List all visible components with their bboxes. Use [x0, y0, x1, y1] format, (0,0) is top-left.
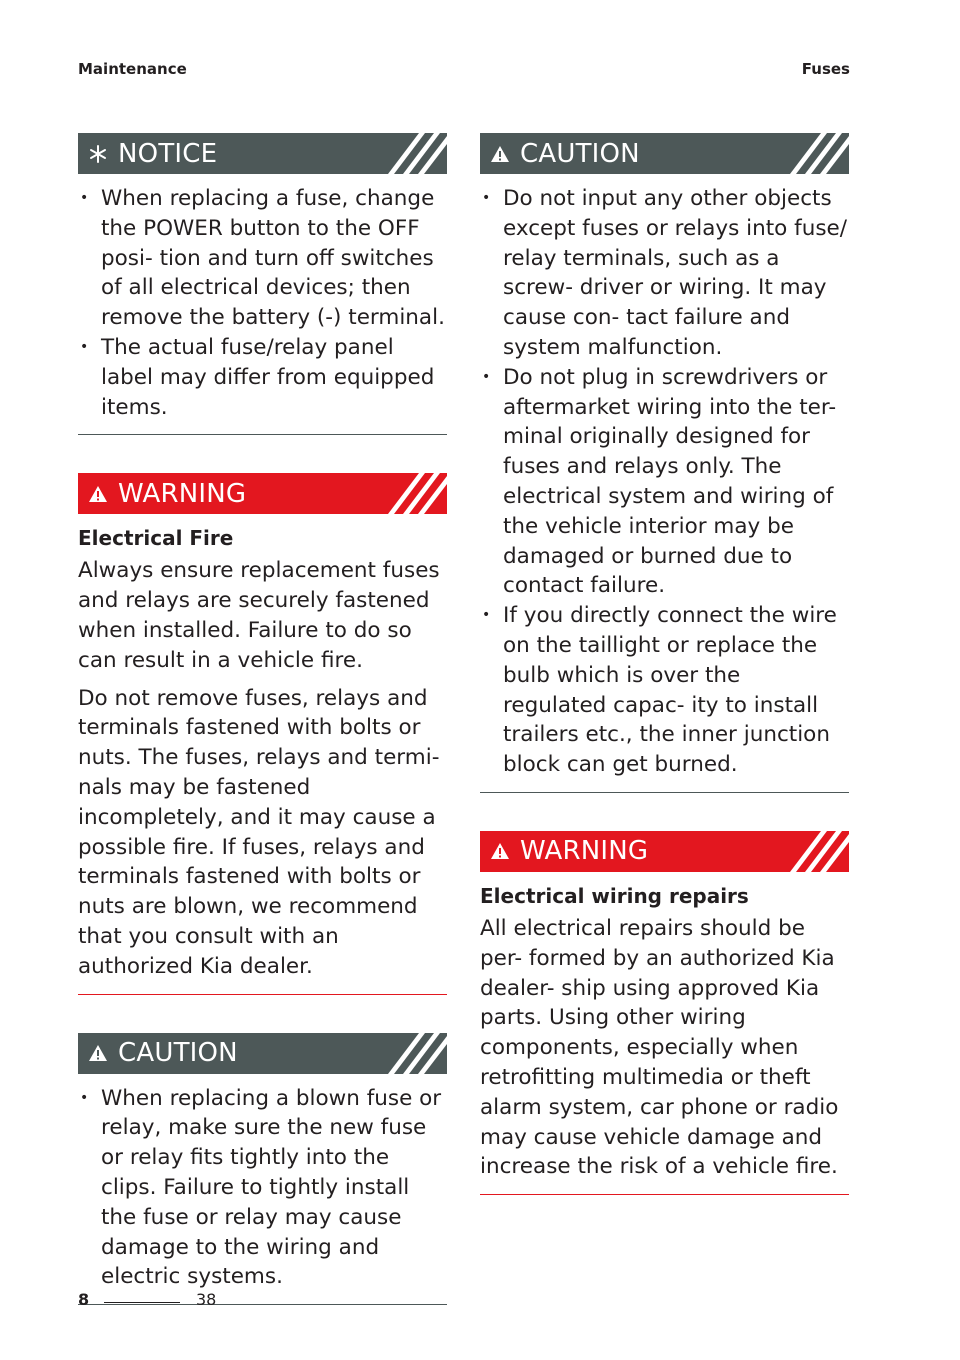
- warning-triangle-icon: [480, 145, 520, 163]
- warning-label: WARNING: [118, 478, 247, 509]
- stripes-decoration: [383, 1033, 447, 1074]
- warning-header: [78, 473, 447, 514]
- caution-list: [480, 184, 849, 780]
- warning-triangle-icon: [78, 485, 118, 503]
- warning-triangle-icon: [78, 1044, 118, 1062]
- caution-header: [78, 1033, 447, 1074]
- list-item: • When replacing a fuse, change the POWER button to the OFF posi- tion and turn off switches of all electrical devices; then remove the battery (-) terminal.: [78, 184, 447, 333]
- stripes-decoration: [383, 133, 447, 174]
- asterisk-icon: [78, 144, 118, 164]
- caution-box: [480, 133, 849, 793]
- list-item: • When replacing a blown fuse or relay, make sure the new fuse or relay fits tightly into the clips. Failure to tightly install the fuse or relay may cause damage to the wiring and electric systems.: [78, 1084, 447, 1293]
- caution-box: [78, 1033, 447, 1306]
- left-column: [78, 133, 447, 1343]
- notice-list: [78, 184, 447, 422]
- stripes-decoration: [785, 831, 849, 872]
- warning-header: [480, 831, 849, 872]
- section-divider: [480, 1194, 849, 1195]
- list-item: • Do not plug in screwdrivers or aftermarket wiring into the ter- minal originally designed for fuses and relays only. The electrical system and wiring of the vehicle interior may be damaged or burned due to contact failure.: [480, 363, 849, 601]
- running-head-section: Maintenance: [78, 60, 187, 78]
- notice-header: [78, 133, 447, 174]
- warning-triangle-icon: [480, 842, 520, 860]
- right-column: [480, 133, 849, 1233]
- warning-box: [480, 831, 849, 1195]
- list-item: • If you directly connect the wire on the taillight or replace the bulb which is over the regulated capac- ity to install trailers etc., the inner junction block can get burned.: [480, 601, 849, 780]
- caution-list: [78, 1084, 447, 1293]
- list-item: • The actual fuse/relay panel label may differ from equipped items.: [78, 333, 447, 422]
- caution-label: CAUTION: [118, 1038, 238, 1069]
- notice-box: [78, 133, 447, 435]
- list-item: • Do not input any other objects except fuses or relays into fuse/ relay terminals, such as a screw- driver or wiring. It may cause con- tact failure and system malfunction.: [480, 184, 849, 363]
- warning-paragraph: All electrical repairs should be per- formed by an authorized Kia dealer- ship using approved Kia parts. Using other wiring components, especially when retrofitting multimedia or theft alarm system, car phone or radio may cause vehicle damage and increase the risk of a vehicle fire.: [480, 915, 839, 1180]
- caution-header: [480, 133, 849, 174]
- stripes-decoration: [383, 473, 447, 514]
- stripes-decoration: [785, 133, 849, 174]
- caution-label: CAUTION: [520, 138, 640, 169]
- section-divider: [78, 1304, 447, 1305]
- section-divider: [78, 434, 447, 435]
- warning-subtitle: Electrical Fire: [78, 526, 234, 551]
- chapter-number: 8: [78, 1290, 90, 1309]
- section-divider: [78, 994, 447, 995]
- section-divider: [480, 792, 849, 793]
- page-number: 38: [196, 1290, 217, 1309]
- warning-label: WARNING: [520, 836, 649, 867]
- warning-box: [78, 473, 447, 994]
- warning-subtitle: Electrical wiring repairs: [480, 883, 749, 908]
- folio-divider: [104, 1302, 180, 1303]
- warning-paragraph: Do not remove fuses, relays and terminals fastened with bolts or nuts. The fuses, relays and termi- nals may be fastened incompletely, and it may cause a possible fire. If fuses, relays and terminals fastened with bolts or nuts are blown, we recommend that you consult with an authorized Kia dealer.: [78, 685, 440, 979]
- running-head-topic: Fuses: [801, 60, 850, 78]
- notice-label: NOTICE: [118, 138, 218, 169]
- warning-paragraph: Always ensure replacement fuses and relays are securely fastened when installed. Failure to do so can result in a vehicle fire.: [78, 558, 440, 673]
